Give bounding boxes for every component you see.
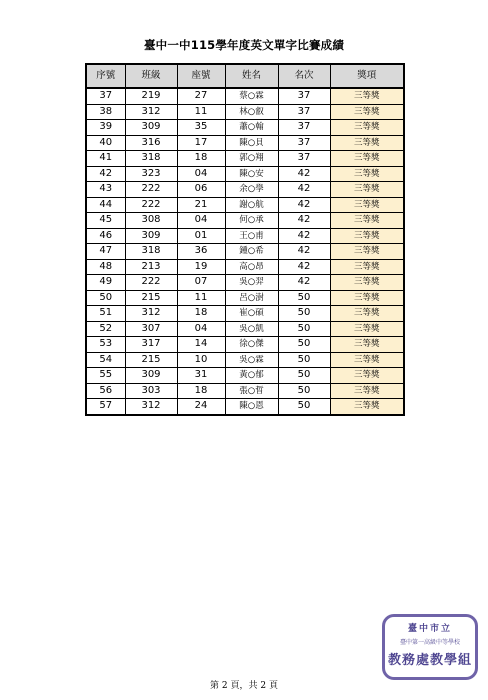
table-row <box>86 368 404 384</box>
cell-seat: 21 <box>177 197 225 213</box>
cell-rank: 50 <box>278 352 330 368</box>
table-row <box>86 120 404 136</box>
table-row <box>86 104 404 120</box>
cell-name: 陳○貝 <box>225 135 278 151</box>
cell-rank: 50 <box>278 290 330 306</box>
cell-serial: 37 <box>86 88 125 104</box>
table-row <box>86 275 404 291</box>
cell-rank: 37 <box>278 135 330 151</box>
cell-award: 三等獎 <box>330 275 404 291</box>
cell-class: 317 <box>125 337 177 353</box>
cell-serial: 53 <box>86 337 125 353</box>
table-row <box>86 182 404 198</box>
page-number: 第 2 頁，共 2 頁 <box>210 681 278 691</box>
cell-seat: 04 <box>177 166 225 182</box>
cell-award: 三等獎 <box>330 321 404 337</box>
header-serial: 序號 <box>86 64 125 88</box>
cell-seat: 14 <box>177 337 225 353</box>
cell-seat: 04 <box>177 321 225 337</box>
official-seal <box>382 614 478 680</box>
cell-rank: 42 <box>278 213 330 229</box>
cell-seat: 27 <box>177 88 225 104</box>
cell-serial: 56 <box>86 383 125 399</box>
cell-seat: 11 <box>177 290 225 306</box>
cell-seat: 06 <box>177 182 225 198</box>
cell-class: 309 <box>125 368 177 384</box>
cell-rank: 50 <box>278 368 330 384</box>
cell-award: 三等獎 <box>330 135 404 151</box>
cell-class: 307 <box>125 321 177 337</box>
table-row <box>86 399 404 415</box>
table-row <box>86 352 404 368</box>
cell-rank: 50 <box>278 306 330 322</box>
cell-name: 高○昂 <box>225 259 278 275</box>
cell-class: 323 <box>125 166 177 182</box>
cell-name: 林○叡 <box>225 104 278 120</box>
cell-award: 三等獎 <box>330 290 404 306</box>
cell-name: 黃○郁 <box>225 368 278 384</box>
cell-class: 309 <box>125 228 177 244</box>
cell-name: 何○承 <box>225 213 278 229</box>
table-row <box>86 151 404 167</box>
table-body <box>86 88 404 415</box>
cell-rank: 50 <box>278 399 330 415</box>
cell-seat: 07 <box>177 275 225 291</box>
table-row <box>86 259 404 275</box>
cell-rank: 42 <box>278 182 330 198</box>
cell-class: 308 <box>125 213 177 229</box>
cell-seat: 10 <box>177 352 225 368</box>
cell-class: 222 <box>125 182 177 198</box>
cell-serial: 43 <box>86 182 125 198</box>
results-table <box>85 63 405 416</box>
cell-seat: 04 <box>177 213 225 229</box>
cell-class: 316 <box>125 135 177 151</box>
cell-rank: 42 <box>278 166 330 182</box>
header-seat: 座號 <box>177 64 225 88</box>
cell-rank: 37 <box>278 104 330 120</box>
cell-seat: 36 <box>177 244 225 260</box>
cell-serial: 48 <box>86 259 125 275</box>
header-class: 班級 <box>125 64 177 88</box>
cell-name: 徐○傑 <box>225 337 278 353</box>
cell-name: 呂○澍 <box>225 290 278 306</box>
cell-name: 謝○航 <box>225 197 278 213</box>
cell-seat: 11 <box>177 104 225 120</box>
cell-award: 三等獎 <box>330 228 404 244</box>
cell-serial: 41 <box>86 151 125 167</box>
cell-serial: 52 <box>86 321 125 337</box>
cell-award: 三等獎 <box>330 182 404 198</box>
cell-class: 215 <box>125 352 177 368</box>
cell-rank: 42 <box>278 275 330 291</box>
cell-award: 三等獎 <box>330 352 404 368</box>
cell-name: 蕭○翰 <box>225 120 278 136</box>
cell-serial: 57 <box>86 399 125 415</box>
cell-seat: 18 <box>177 306 225 322</box>
table-header <box>86 64 404 88</box>
cell-rank: 50 <box>278 321 330 337</box>
cell-seat: 17 <box>177 135 225 151</box>
table-row <box>86 213 404 229</box>
cell-name: 吳○羿 <box>225 275 278 291</box>
table-row <box>86 135 404 151</box>
cell-rank: 37 <box>278 88 330 104</box>
cell-seat: 35 <box>177 120 225 136</box>
cell-serial: 55 <box>86 368 125 384</box>
cell-award: 三等獎 <box>330 399 404 415</box>
table-row <box>86 383 404 399</box>
cell-award: 三等獎 <box>330 368 404 384</box>
cell-rank: 42 <box>278 228 330 244</box>
cell-seat: 18 <box>177 383 225 399</box>
cell-seat: 31 <box>177 368 225 384</box>
header-row <box>86 64 404 88</box>
cell-rank: 50 <box>278 337 330 353</box>
cell-name: 陳○安 <box>225 166 278 182</box>
cell-name: 余○學 <box>225 182 278 198</box>
cell-class: 318 <box>125 151 177 167</box>
cell-name: 吳○凱 <box>225 321 278 337</box>
table-row <box>86 228 404 244</box>
cell-seat: 01 <box>177 228 225 244</box>
cell-award: 三等獎 <box>330 213 404 229</box>
cell-class: 219 <box>125 88 177 104</box>
cell-class: 309 <box>125 120 177 136</box>
seal-line-3: 教務處教學組 <box>387 653 472 668</box>
cell-serial: 47 <box>86 244 125 260</box>
seal-line-2: 臺中第一高級中等學校 <box>399 639 460 646</box>
header-award: 獎項 <box>330 64 404 88</box>
table-row <box>86 337 404 353</box>
cell-class: 222 <box>125 197 177 213</box>
seal-line-1: 臺中市立 <box>407 624 452 634</box>
cell-name: 鍾○希 <box>225 244 278 260</box>
cell-class: 215 <box>125 290 177 306</box>
cell-award: 三等獎 <box>330 104 404 120</box>
cell-serial: 45 <box>86 213 125 229</box>
header-rank: 名次 <box>278 64 330 88</box>
cell-name: 王○甫 <box>225 228 278 244</box>
cell-serial: 50 <box>86 290 125 306</box>
cell-serial: 44 <box>86 197 125 213</box>
cell-rank: 42 <box>278 197 330 213</box>
cell-award: 三等獎 <box>330 88 404 104</box>
cell-rank: 50 <box>278 383 330 399</box>
cell-serial: 54 <box>86 352 125 368</box>
cell-rank: 37 <box>278 120 330 136</box>
cell-award: 三等獎 <box>330 306 404 322</box>
cell-serial: 49 <box>86 275 125 291</box>
table-row <box>86 166 404 182</box>
cell-serial: 51 <box>86 306 125 322</box>
cell-serial: 46 <box>86 228 125 244</box>
cell-seat: 19 <box>177 259 225 275</box>
table-row <box>86 290 404 306</box>
cell-class: 312 <box>125 306 177 322</box>
cell-class: 312 <box>125 399 177 415</box>
cell-name: 張○晢 <box>225 383 278 399</box>
cell-class: 303 <box>125 383 177 399</box>
cell-award: 三等獎 <box>330 197 404 213</box>
cell-serial: 42 <box>86 166 125 182</box>
cell-name: 崔○碩 <box>225 306 278 322</box>
cell-award: 三等獎 <box>330 120 404 136</box>
cell-class: 312 <box>125 104 177 120</box>
cell-serial: 39 <box>86 120 125 136</box>
table-row <box>86 88 404 104</box>
cell-award: 三等獎 <box>330 337 404 353</box>
cell-award: 三等獎 <box>330 259 404 275</box>
cell-name: 陳○恩 <box>225 399 278 415</box>
cell-rank: 42 <box>278 259 330 275</box>
cell-seat: 18 <box>177 151 225 167</box>
cell-award: 三等獎 <box>330 151 404 167</box>
table-row <box>86 306 404 322</box>
page-title: 臺中一中115學年度英文單字比賽成績 <box>143 38 345 52</box>
cell-seat: 24 <box>177 399 225 415</box>
cell-award: 三等獎 <box>330 166 404 182</box>
header-name: 姓名 <box>225 64 278 88</box>
cell-award: 三等獎 <box>330 383 404 399</box>
table-row <box>86 321 404 337</box>
cell-class: 222 <box>125 275 177 291</box>
cell-name: 蔡○霖 <box>225 88 278 104</box>
cell-serial: 38 <box>86 104 125 120</box>
cell-class: 213 <box>125 259 177 275</box>
table-row <box>86 244 404 260</box>
cell-name: 吳○霖 <box>225 352 278 368</box>
cell-serial: 40 <box>86 135 125 151</box>
cell-name: 郭○翔 <box>225 151 278 167</box>
cell-rank: 42 <box>278 244 330 260</box>
cell-class: 318 <box>125 244 177 260</box>
table-row <box>86 197 404 213</box>
cell-award: 三等獎 <box>330 244 404 260</box>
cell-rank: 37 <box>278 151 330 167</box>
